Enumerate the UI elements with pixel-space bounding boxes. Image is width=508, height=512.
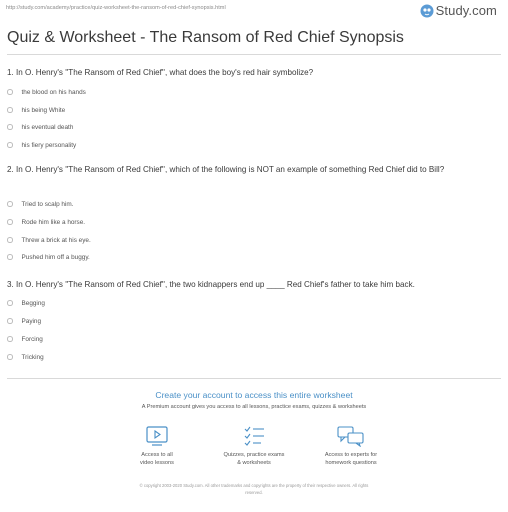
- radio-button[interactable]: [7, 107, 13, 113]
- expert-chat-icon: [336, 425, 366, 447]
- option-1a[interactable]: the blood on his hands: [7, 87, 86, 97]
- option-3d[interactable]: Tricking: [7, 352, 44, 362]
- option-1d[interactable]: his fiery personality: [7, 140, 76, 150]
- option-2a[interactable]: Tried to scalp him.: [7, 199, 73, 209]
- radio-button[interactable]: [7, 89, 13, 95]
- option-2c[interactable]: Threw a brick at his eye.: [7, 235, 91, 245]
- page-title: Quiz & Worksheet - The Ransom of Red Chief Synopsis: [7, 29, 404, 46]
- radio-button[interactable]: [7, 318, 13, 324]
- feature-video-lessons: [102, 425, 212, 467]
- option-1b[interactable]: his being White: [7, 105, 65, 115]
- feature-label-line1: Access to all: [141, 452, 173, 458]
- radio-button[interactable]: [7, 354, 13, 360]
- feature-label-line2: homework questions: [325, 460, 377, 466]
- radio-button[interactable]: [7, 201, 13, 207]
- title-divider: [7, 54, 501, 55]
- page-url: http://study.com/academy/practice/quiz-worksheet-the-ransom-of-red-chief-synopsis.html: [6, 5, 226, 11]
- radio-button[interactable]: [7, 124, 13, 130]
- radio-button[interactable]: [7, 300, 13, 306]
- question-1: 1. In O. Henry's ''The Ransom of Red Chief'', what does the boy's red hair symbolize?: [7, 68, 314, 77]
- option-3b[interactable]: Paying: [7, 316, 41, 326]
- cta-divider: [7, 378, 501, 379]
- radio-button[interactable]: [7, 254, 13, 260]
- radio-button[interactable]: [7, 237, 13, 243]
- radio-button[interactable]: [7, 336, 13, 342]
- quiz-checklist-icon: [241, 425, 267, 447]
- feature-quizzes: [199, 425, 309, 467]
- cta-subtitle: A Premium account gives you access to all lessons, practice exams, quizzes & worksheets: [141, 404, 367, 410]
- study-logo[interactable]: [420, 3, 497, 18]
- feature-label-line2: & worksheets: [237, 460, 271, 466]
- copyright-notice: © copyright 2003-2020 Study.com. All other trademarks and copyrights are the property of their respective owners. All rights reserved.: [139, 483, 369, 495]
- question-3: 3. In O. Henry's ''The Ransom of Red Chief'', the two kidnappers end up ____ Red Chief's father to take him back.: [7, 280, 415, 289]
- option-2d[interactable]: Pushed him off a buggy.: [7, 252, 90, 262]
- feature-label-line2: video lessons: [140, 460, 174, 466]
- video-lesson-icon: [144, 425, 170, 447]
- radio-button[interactable]: [7, 219, 13, 225]
- feature-label-line1: Quizzes, practice exams: [223, 452, 285, 458]
- option-3a[interactable]: Begging: [7, 298, 45, 308]
- study-owl-icon: [420, 4, 434, 18]
- feature-experts: [296, 425, 406, 467]
- feature-label-line1: Access to experts for: [324, 452, 378, 458]
- cta-title[interactable]: Create your account to access this entire worksheet: [155, 390, 353, 400]
- brand-name: Study.com: [435, 3, 497, 18]
- option-3c[interactable]: Forcing: [7, 334, 43, 344]
- radio-button[interactable]: [7, 142, 13, 148]
- option-2b[interactable]: Rode him like a horse.: [7, 217, 85, 227]
- option-1c[interactable]: his eventual death: [7, 122, 73, 132]
- question-2: 2. In O. Henry's ''The Ransom of Red Chief'', which of the following is NOT an example of something Red Chief did to Bill?: [7, 165, 445, 174]
